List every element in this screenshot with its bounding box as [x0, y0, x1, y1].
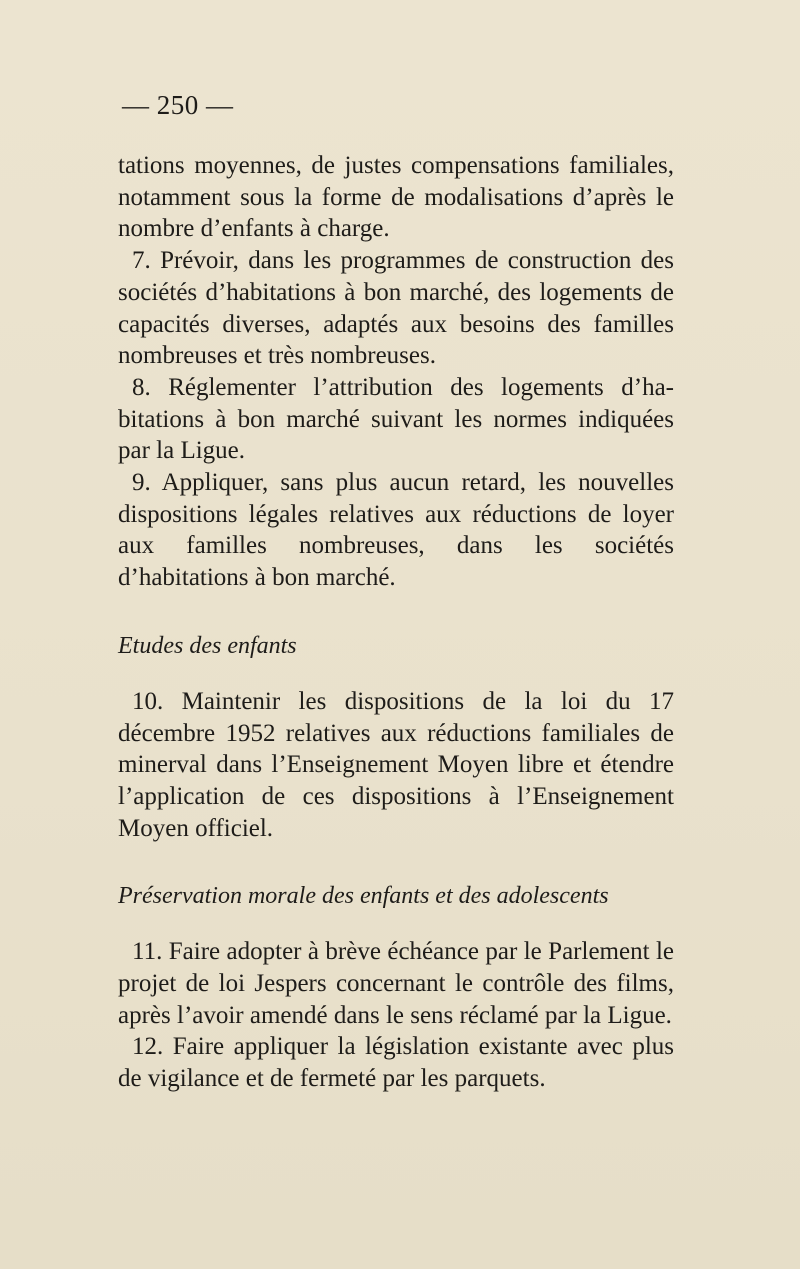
page-number: — 250 — [122, 90, 234, 120]
paragraph-item-12: 12. Faire appliquer la législation existante avec plus de vigilance et de fermeté par les parquets. [118, 1033, 674, 1093]
paragraph-item-11: 11. Faire adopter à brève échéance par le Parlement le projet de loi Jespers concernant le contrôle des films, après l’avoir amendé dans le sens réclamé par la Ligue. [118, 938, 674, 1029]
paragraph-continuation: tations moyennes, de justes compensations familiales, notamment sous la forme de modalisations d’après le nombre d’enfants à charge. [118, 152, 674, 243]
section-heading-etudes: Etudes des enfants [118, 632, 297, 659]
paragraph-item-10: 10. Maintenir les dispositions de la loi du 17 décembre 1952 relatives aux réductions familiales de minerval dans l’Enseignement Moyen libre et étendre l’application de ces dispositions à l’Enseignement Moyen officiel. [118, 687, 674, 842]
body-text [118, 150, 674, 1095]
paragraph-item-8: 8. Réglementer l’attribution des logements d’habitations à bon marché suivant les normes indiquées par la Ligue. [118, 373, 674, 465]
section-heading-preservation: Préservation morale des enfants et des adolescents [118, 883, 609, 910]
paragraph-item-7: 7. Prévoir, dans les programmes de construction des sociétés d’habitations à bon marché, des logements de capacités diverses, adaptés aux besoins des familles nombreuses et très nombreuses. [118, 247, 674, 370]
paragraph-item-9: 9. Appliquer, sans plus aucun retard, les nouvelles dispositions légales relatives aux réductions de loyer aux familles nombreuses, dans les sociétés d’habitations à bon marché. [118, 469, 674, 592]
